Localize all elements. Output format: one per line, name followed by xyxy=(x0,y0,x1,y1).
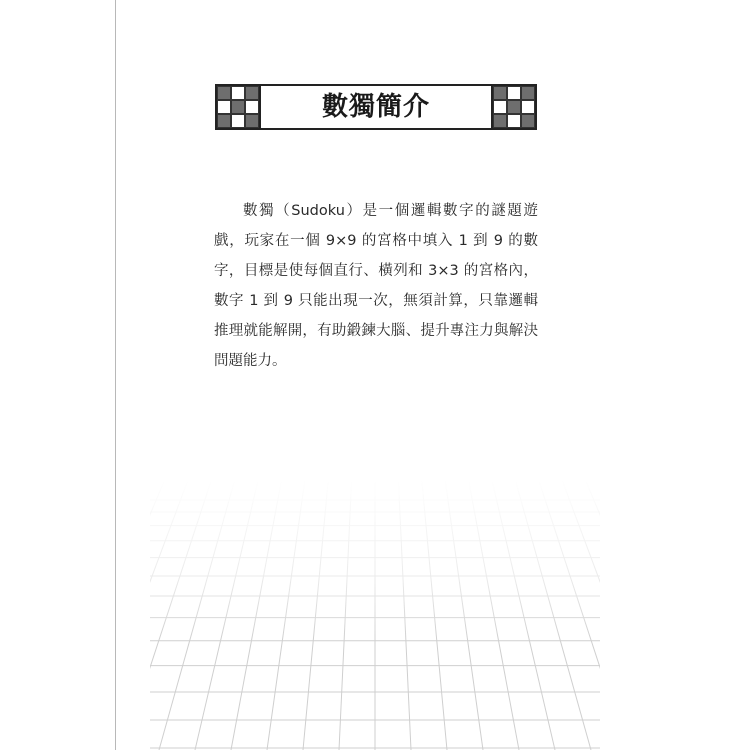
checker-pattern-right xyxy=(491,86,535,128)
title-banner xyxy=(215,84,537,130)
perspective-grid-decoration xyxy=(150,480,600,750)
page-title: 數獨簡介 xyxy=(321,92,430,122)
page-edge-line xyxy=(115,0,116,750)
checker-pattern-left xyxy=(217,86,261,128)
intro-paragraph: 數獨（Sudoku）是一個邏輯數字的謎題遊戲，玩家在一個 9×9 的宮格中填入 1 到 9 的數字，目標是使每個直行、橫列和 3×3 的宮格內，數字 1 到 9 只能出現一次，無須計算，只靠邏輯推理就能解開，有助鍛鍊大腦、提升專注力與解決問題能力。 xyxy=(214,203,538,369)
